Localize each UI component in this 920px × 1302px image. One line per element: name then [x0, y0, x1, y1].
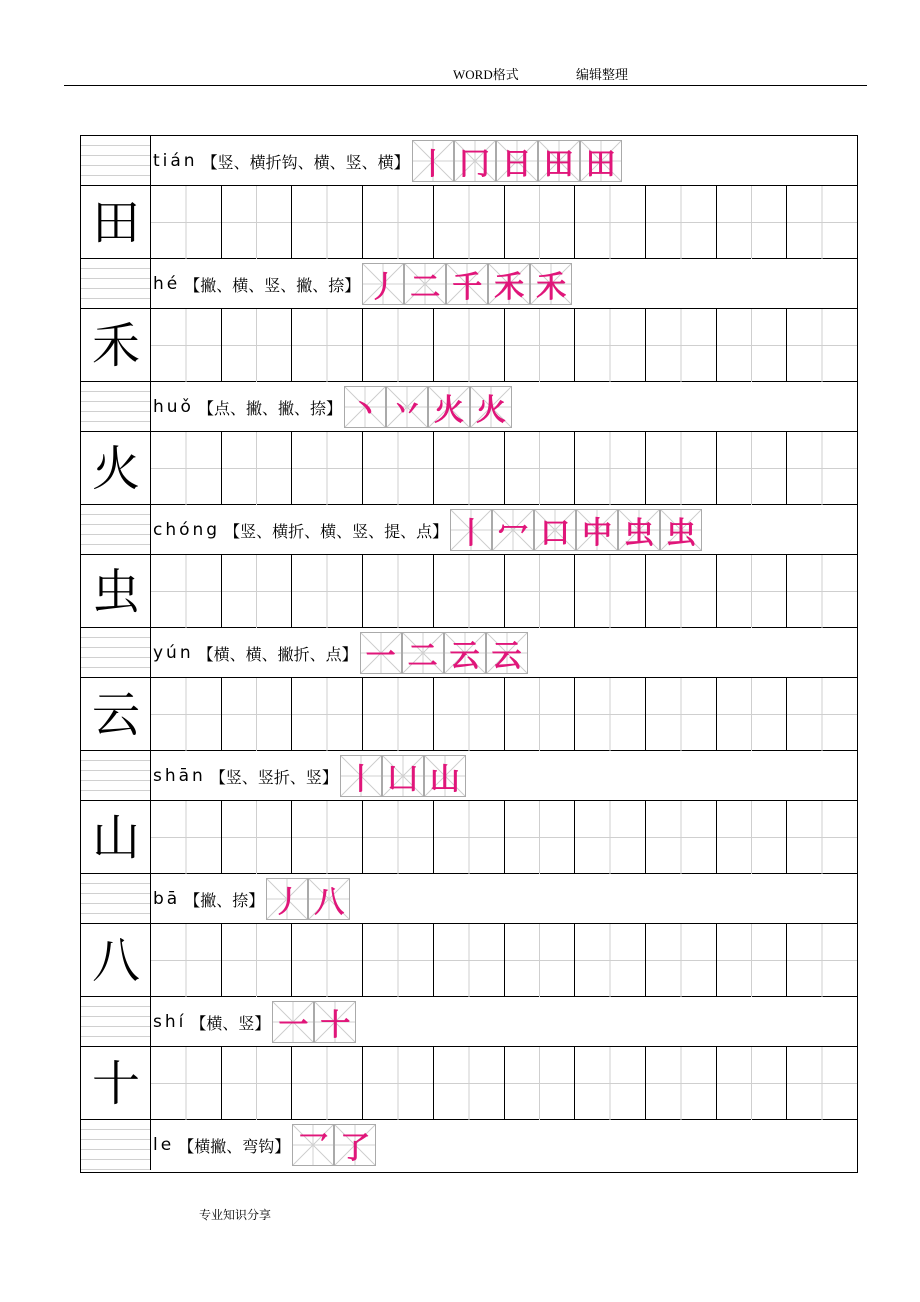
- lined-margin: [81, 997, 151, 1046]
- writing-row: [81, 432, 857, 505]
- lined-margin: [81, 505, 151, 554]
- practice-cell[interactable]: [222, 678, 293, 751]
- stroke-order-sequence: [272, 1001, 356, 1043]
- practice-cell[interactable]: [646, 1047, 717, 1120]
- stroke-names: 【竖、竖折、竖】: [209, 767, 338, 787]
- practice-cell[interactable]: [646, 432, 717, 505]
- info-row: [81, 751, 857, 801]
- lined-margin: [81, 1120, 151, 1170]
- stroke-names: 【点、撇、撇、捺】: [197, 398, 342, 418]
- practice-cell[interactable]: [787, 432, 857, 505]
- practice-cell[interactable]: [787, 678, 857, 751]
- stroke-step: 丿: [266, 878, 308, 920]
- stroke-step: 丿: [362, 263, 404, 305]
- stroke-order-sequence: [292, 1124, 376, 1166]
- practice-cell[interactable]: [787, 801, 857, 874]
- practice-cell[interactable]: [505, 432, 576, 505]
- info-row: [81, 628, 857, 678]
- page-footer: 专业知识分享: [199, 1208, 272, 1222]
- stroke-step: 冖: [492, 509, 534, 551]
- practice-cell[interactable]: [363, 309, 434, 382]
- writing-row: [81, 924, 857, 997]
- pinyin: bā: [153, 889, 181, 909]
- stroke-info: [153, 751, 466, 801]
- practice-cell[interactable]: [717, 678, 788, 751]
- info-row: [81, 997, 857, 1047]
- practice-cell[interactable]: [151, 555, 222, 628]
- stroke-step: 口: [534, 509, 576, 551]
- practice-cell[interactable]: [222, 924, 293, 997]
- stroke-names: 【横、横、撇折、点】: [197, 644, 358, 664]
- practice-cell[interactable]: [505, 555, 576, 628]
- info-row: [81, 259, 857, 309]
- practice-cell[interactable]: [787, 309, 857, 382]
- stroke-names: 【撇、捺】: [184, 890, 265, 910]
- model-character: 火: [91, 440, 140, 497]
- pinyin: chóng: [153, 520, 221, 540]
- model-character: 禾: [91, 317, 140, 374]
- stroke-step: 丨: [412, 140, 454, 182]
- stroke-order-sequence: [450, 509, 702, 551]
- practice-cell[interactable]: [505, 678, 576, 751]
- practice-cells: [151, 678, 857, 751]
- model-cell: [81, 678, 151, 750]
- practice-cell[interactable]: [646, 678, 717, 751]
- practice-sheet: [80, 135, 858, 1173]
- practice-cell[interactable]: [363, 678, 434, 751]
- stroke-step: 十: [314, 1001, 356, 1043]
- practice-cell[interactable]: [434, 801, 505, 874]
- info-row: [81, 382, 857, 432]
- practice-cell[interactable]: [222, 1047, 293, 1120]
- practice-cell[interactable]: [575, 309, 646, 382]
- stroke-step: 一: [272, 1001, 314, 1043]
- stroke-step: 虫: [660, 509, 702, 551]
- pinyin: tián: [153, 151, 198, 171]
- practice-cell[interactable]: [434, 186, 505, 259]
- stroke-order-sequence: [344, 386, 512, 428]
- practice-cell[interactable]: [363, 924, 434, 997]
- info-row: [81, 136, 857, 186]
- stroke-step: 日: [496, 140, 538, 182]
- writing-row: [81, 678, 857, 751]
- pinyin: le: [153, 1135, 175, 1155]
- stroke-names: 【撇、横、竖、撇、捺】: [184, 275, 361, 295]
- practice-cell[interactable]: [787, 1047, 857, 1120]
- writing-row: [81, 309, 857, 382]
- stroke-step: 虫: [618, 509, 660, 551]
- writing-row: [81, 555, 857, 628]
- practice-cells: [151, 801, 857, 874]
- practice-cells: [151, 555, 857, 628]
- stroke-names: 【竖、横折钩、横、竖、横】: [201, 152, 410, 172]
- practice-cell[interactable]: [717, 801, 788, 874]
- practice-cells: [151, 432, 857, 505]
- practice-cell[interactable]: [363, 432, 434, 505]
- info-row: [81, 1120, 857, 1170]
- model-cell: [81, 186, 151, 258]
- pinyin: huǒ: [153, 397, 194, 417]
- info-row: [81, 874, 857, 924]
- writing-row: [81, 186, 857, 259]
- practice-cell[interactable]: [222, 801, 293, 874]
- stroke-step: 田: [538, 140, 580, 182]
- practice-cell[interactable]: [434, 555, 505, 628]
- model-character: 山: [91, 809, 140, 866]
- stroke-order-sequence: [362, 263, 572, 305]
- practice-cell[interactable]: [151, 186, 222, 259]
- practice-cell[interactable]: [434, 678, 505, 751]
- stroke-order-sequence: [340, 755, 466, 797]
- model-character: 十: [91, 1055, 140, 1112]
- stroke-step: 禾: [530, 263, 572, 305]
- model-cell: [81, 1047, 151, 1119]
- practice-cell[interactable]: [575, 555, 646, 628]
- practice-cell[interactable]: [292, 309, 363, 382]
- model-cell: [81, 432, 151, 504]
- stroke-names: 【竖、横折、横、竖、提、点】: [224, 521, 449, 541]
- practice-cell[interactable]: [717, 924, 788, 997]
- stroke-step: 二: [404, 263, 446, 305]
- practice-cell[interactable]: [151, 678, 222, 751]
- stroke-step: 丶: [344, 386, 386, 428]
- practice-cell[interactable]: [505, 924, 576, 997]
- practice-cell[interactable]: [434, 1047, 505, 1120]
- practice-cell[interactable]: [575, 432, 646, 505]
- model-cell: [81, 555, 151, 627]
- practice-cells: [151, 186, 857, 259]
- stroke-step: 火: [428, 386, 470, 428]
- pinyin: yún: [153, 643, 194, 663]
- lined-margin: [81, 628, 151, 677]
- practice-cell[interactable]: [434, 309, 505, 382]
- stroke-step: 了: [334, 1124, 376, 1166]
- practice-cell[interactable]: [646, 555, 717, 628]
- lined-margin: [81, 259, 151, 308]
- lined-margin: [81, 751, 151, 800]
- practice-cells: [151, 1047, 857, 1120]
- model-cell: [81, 924, 151, 996]
- writing-row: [81, 801, 857, 874]
- practice-cell[interactable]: [292, 1047, 363, 1120]
- practice-cell[interactable]: [222, 432, 293, 505]
- stroke-info: [153, 259, 572, 309]
- stroke-step: 丨: [340, 755, 382, 797]
- header-left: WORD格式: [453, 67, 519, 82]
- practice-cell[interactable]: [505, 309, 576, 382]
- practice-cell[interactable]: [151, 432, 222, 505]
- practice-cell[interactable]: [717, 555, 788, 628]
- stroke-step: 云: [486, 632, 528, 674]
- page-header: [0, 64, 920, 84]
- stroke-order-sequence: [266, 878, 350, 920]
- practice-cell[interactable]: [717, 1047, 788, 1120]
- practice-cell[interactable]: [646, 309, 717, 382]
- stroke-step: 凵: [382, 755, 424, 797]
- stroke-step: 丷: [386, 386, 428, 428]
- pinyin: shí: [153, 1012, 187, 1032]
- practice-cell[interactable]: [151, 309, 222, 382]
- stroke-info: [153, 1120, 376, 1170]
- stroke-step: 八: [308, 878, 350, 920]
- stroke-info: [153, 997, 356, 1047]
- practice-cell[interactable]: [292, 924, 363, 997]
- stroke-order-sequence: [360, 632, 528, 674]
- lined-margin: [81, 874, 151, 923]
- lined-margin: [81, 136, 151, 185]
- model-character: 八: [91, 932, 140, 989]
- header-divider: [64, 85, 867, 86]
- stroke-step: 田: [580, 140, 622, 182]
- practice-cell[interactable]: [717, 432, 788, 505]
- practice-cell[interactable]: [222, 555, 293, 628]
- practice-cell[interactable]: [505, 801, 576, 874]
- practice-cell[interactable]: [292, 186, 363, 259]
- practice-cell[interactable]: [363, 186, 434, 259]
- practice-cell[interactable]: [646, 801, 717, 874]
- stroke-step: 火: [470, 386, 512, 428]
- stroke-info: [153, 505, 702, 555]
- stroke-step: 禾: [488, 263, 530, 305]
- practice-cell[interactable]: [787, 555, 857, 628]
- stroke-info: [153, 874, 350, 924]
- practice-cell[interactable]: [292, 801, 363, 874]
- info-row: [81, 505, 857, 555]
- model-character: 田: [91, 194, 140, 251]
- practice-cell[interactable]: [717, 186, 788, 259]
- practice-cell[interactable]: [434, 432, 505, 505]
- practice-cells: [151, 309, 857, 382]
- stroke-step: 山: [424, 755, 466, 797]
- practice-cell[interactable]: [222, 186, 293, 259]
- practice-cell[interactable]: [151, 924, 222, 997]
- stroke-step: 丨: [450, 509, 492, 551]
- practice-cell[interactable]: [363, 1047, 434, 1120]
- practice-cell[interactable]: [505, 1047, 576, 1120]
- stroke-info: [153, 628, 528, 678]
- practice-cell[interactable]: [151, 1047, 222, 1120]
- stroke-step: 二: [402, 632, 444, 674]
- practice-cell[interactable]: [292, 678, 363, 751]
- practice-cell[interactable]: [575, 1047, 646, 1120]
- practice-cell[interactable]: [363, 555, 434, 628]
- practice-cell[interactable]: [505, 186, 576, 259]
- writing-row: [81, 1047, 857, 1120]
- practice-cell[interactable]: [646, 924, 717, 997]
- model-cell: [81, 309, 151, 381]
- practice-cell[interactable]: [151, 801, 222, 874]
- stroke-step: 乛: [292, 1124, 334, 1166]
- practice-cell[interactable]: [787, 186, 857, 259]
- practice-cell[interactable]: [363, 801, 434, 874]
- practice-cell[interactable]: [787, 924, 857, 997]
- practice-cell[interactable]: [575, 924, 646, 997]
- practice-cells: [151, 924, 857, 997]
- stroke-step: 云: [444, 632, 486, 674]
- practice-cell[interactable]: [717, 309, 788, 382]
- stroke-info: [153, 136, 622, 186]
- practice-cell[interactable]: [292, 555, 363, 628]
- stroke-step: 千: [446, 263, 488, 305]
- stroke-info: [153, 382, 512, 432]
- practice-cell[interactable]: [434, 924, 505, 997]
- practice-cell[interactable]: [222, 309, 293, 382]
- practice-cell[interactable]: [575, 801, 646, 874]
- header-right: 编辑整理: [576, 67, 629, 82]
- practice-cell[interactable]: [575, 678, 646, 751]
- pinyin: shān: [153, 766, 206, 786]
- practice-cell[interactable]: [646, 186, 717, 259]
- practice-cell[interactable]: [575, 186, 646, 259]
- model-character: 云: [91, 686, 140, 743]
- model-cell: [81, 801, 151, 873]
- stroke-names: 【横撇、弯钩】: [178, 1136, 291, 1156]
- stroke-step: 冂: [454, 140, 496, 182]
- practice-cell[interactable]: [292, 432, 363, 505]
- model-character: 虫: [91, 563, 140, 620]
- stroke-step: 中: [576, 509, 618, 551]
- pinyin: hé: [153, 274, 181, 294]
- stroke-names: 【横、竖】: [190, 1013, 271, 1033]
- lined-margin: [81, 382, 151, 431]
- stroke-order-sequence: [412, 140, 622, 182]
- stroke-step: 一: [360, 632, 402, 674]
